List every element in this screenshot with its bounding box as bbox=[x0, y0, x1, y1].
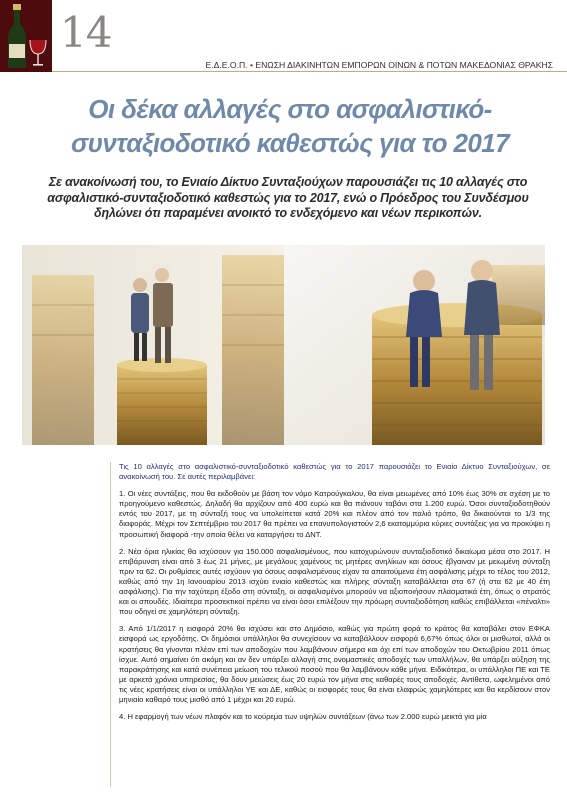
wine-bottle-glass-icon bbox=[0, 0, 52, 72]
column-divider bbox=[110, 462, 111, 787]
article-title: Οι δέκα αλλαγές στο ασφαλιστικό-συνταξιοδοτικό καθεστώς για το 2017 bbox=[70, 94, 509, 158]
article-body bbox=[119, 462, 550, 729]
header-rule bbox=[52, 71, 567, 72]
organization-name bbox=[206, 60, 553, 70]
separator-bullet: • bbox=[249, 60, 253, 70]
org-full-name: ΕΝΩΣΗ ΔΙΑΚΙΝΗΤΩΝ ΕΜΠΟΡΩΝ ΟΙΝΩΝ & ΠΟΤΩΝ ΜΑΚΕΔΟΝΙΑΣ ΘΡΑΚΗΣ bbox=[255, 60, 553, 70]
page-number: 14 bbox=[60, 8, 112, 57]
wine-logo bbox=[0, 0, 52, 72]
paragraph-4: 4. Η εφαρμογή των νέων πλαφόν και το κούρεμα των υψηλών συντάξεων (άνω των 2.000 ευρώ μεικτά για μία bbox=[119, 712, 487, 722]
paragraph-3: 3. Από 1/1/2017 η εισφορά 20% θα ισχύσει και στο Δημόσιο, καθώς για πρώτη φορά το κράτος θα καταβάλει στον ΕΦΚΑ εισφορά ως εργοδότης. Οι δημόσιοι υπάλληλοι θα συνεχίσουν να καταβάλλουν εισφορά 6,67% όπως όλοι οι μισθωτοί, αλλά οι κρατήσεις θα γίνονται πλέον επί των αποδοχών που λαμβάνουν σήμερα και όχι επί των αποδοχών του Οκτωβρίου 2011 όπως ίσχυε. Αυτό σημαίνει ότι ακόμη και αν δεν υπάρξει αλλαγή στις ονομαστικές αποδοχές των υπαλλήλων, θα υπάρξει αύξηση της παρακράτησης και κατά συνέπεια μείωση του τελικού ποσού που θα λαμβάνουν κάθε μήνα. Ειδικότερα, οι υπάλληλοι ΠΕ και ΤΕ με αρκετά χρόνια υπηρεσίας, θα δουν μειώσεις έως 20 ευρώ τον μήνα στις καθαρές τους αποδοχές. Αντίθετα, ωφελημένοι από τις νέες κρατήσεις είναι οι υπάλληλοι ΥΕ και ΔΕ, καθώς οι εισφορές τους θα είναι ελαφρώς χαμηλότερες και θα κερδίσουν στον μηνιαίο καθαρό τους μισθό από 1 μέχρι και 20 ευρώ. bbox=[119, 624, 550, 704]
paragraph-2: 2. Νέα όρια ηλικίας θα ισχύσουν για 150.000 ασφαλισμένους, που κατοχυρώνουν συνταξιοδοτικό δικαίωμα μέσα στο 2017. Η επιβάρυνση είναι από 3 έως 21 μήνες, με μεγάλους χαμένους τις μητέρες ανηλίκων και όσους έβγαιναν με μειωμένη σύνταξη πριν τα 62. Οι ρυθμίσεις αυτές ισχύουν για όσους ασφαλισμένους είχαν τα απαιτούμενα έτη ασφάλισης μέχρι το τέλος του 2012, καθώς από την 1η Ιανουαρίου 2013 ισχύει ενιαίο καθεστώς και πλήρης σύνταξη καταβάλλεται στα 67 (ή στα 62 με 40 έτη ασφάλισης). Για την ταχύτερη έξοδο στη σύνταξη, οι ασφαλισμένοι μπορούν να αξιοποιήσουν πλασματικά έτη, όπως ο στρατός και οι σπουδές. Ιδιαίτερα προσεκτικοί πρέπει να είναι όσοι επιλέξουν την πρόωρη συνταξιοδότηση καθώς επιβάλλεται «πέναλτι» που οδηγεί σε χαμηλότερη σύνταξη. bbox=[119, 546, 550, 617]
page-header bbox=[0, 0, 567, 80]
article-subtitle: Σε ανακοίνωσή του, το Ενιαίο Δίκτυο Συνταξιούχων παρουσιάζει τις 10 αλλαγές στο ασφαλιστικό-συνταξιοδοτικό καθεστώς για το 2017, ενώ ο Πρόεδρος του Συνδέσμου δηλώνει ότι παραμένει ανοικτό το ενδεχόμενο και νέων περικοπών. bbox=[47, 175, 529, 220]
org-abbreviation: Ε.Δ.Ε.Ο.Π. bbox=[205, 60, 248, 70]
pensioners-on-coins-illustration bbox=[22, 245, 545, 445]
article-photo bbox=[22, 245, 545, 445]
article-lead: Τις 10 αλλαγές στο ασφαλιστικό-συνταξιοδοτικό καθεστώς για το 2017 παρουσιάζει το Ενιαίο Δίκτυο Συνταξιούχων, σε ανακοίνωσή του. Σε αυτές περιλαμβάνει: bbox=[119, 462, 550, 482]
paragraph-1: 1. Οι νέες συντάξεις, που θα εκδοθούν με βάση τον νόμο Κατρούγκαλου, θα είναι μειωμένες από 10% έως 30% σε σχέση με το προηγούμενο καθεστώς. Δηλαδή θα αρχίζουν από 400 ευρώ και θα πιάνουν ταβάνι στα 1.200 ευρώ. Όσοι συνταξιοδοτηθούν εντός του 2017, με τη σύνταξή τους να υπολείπεται κατά 20% και πλέον από τον παλιό τρόπο, θα δικαιούνται το 1/3 της διαφοράς. Μέχρι τον Σεπτέμβριο του 2017 θα πρέπει να επανυπολογιστούν 2,6 εκατομμύρια κύριες συντάξεις για να προκύψει η προσωπική διαφορά -την οποία θέλει να καταργήσει το ΔΝΤ. bbox=[119, 489, 550, 539]
